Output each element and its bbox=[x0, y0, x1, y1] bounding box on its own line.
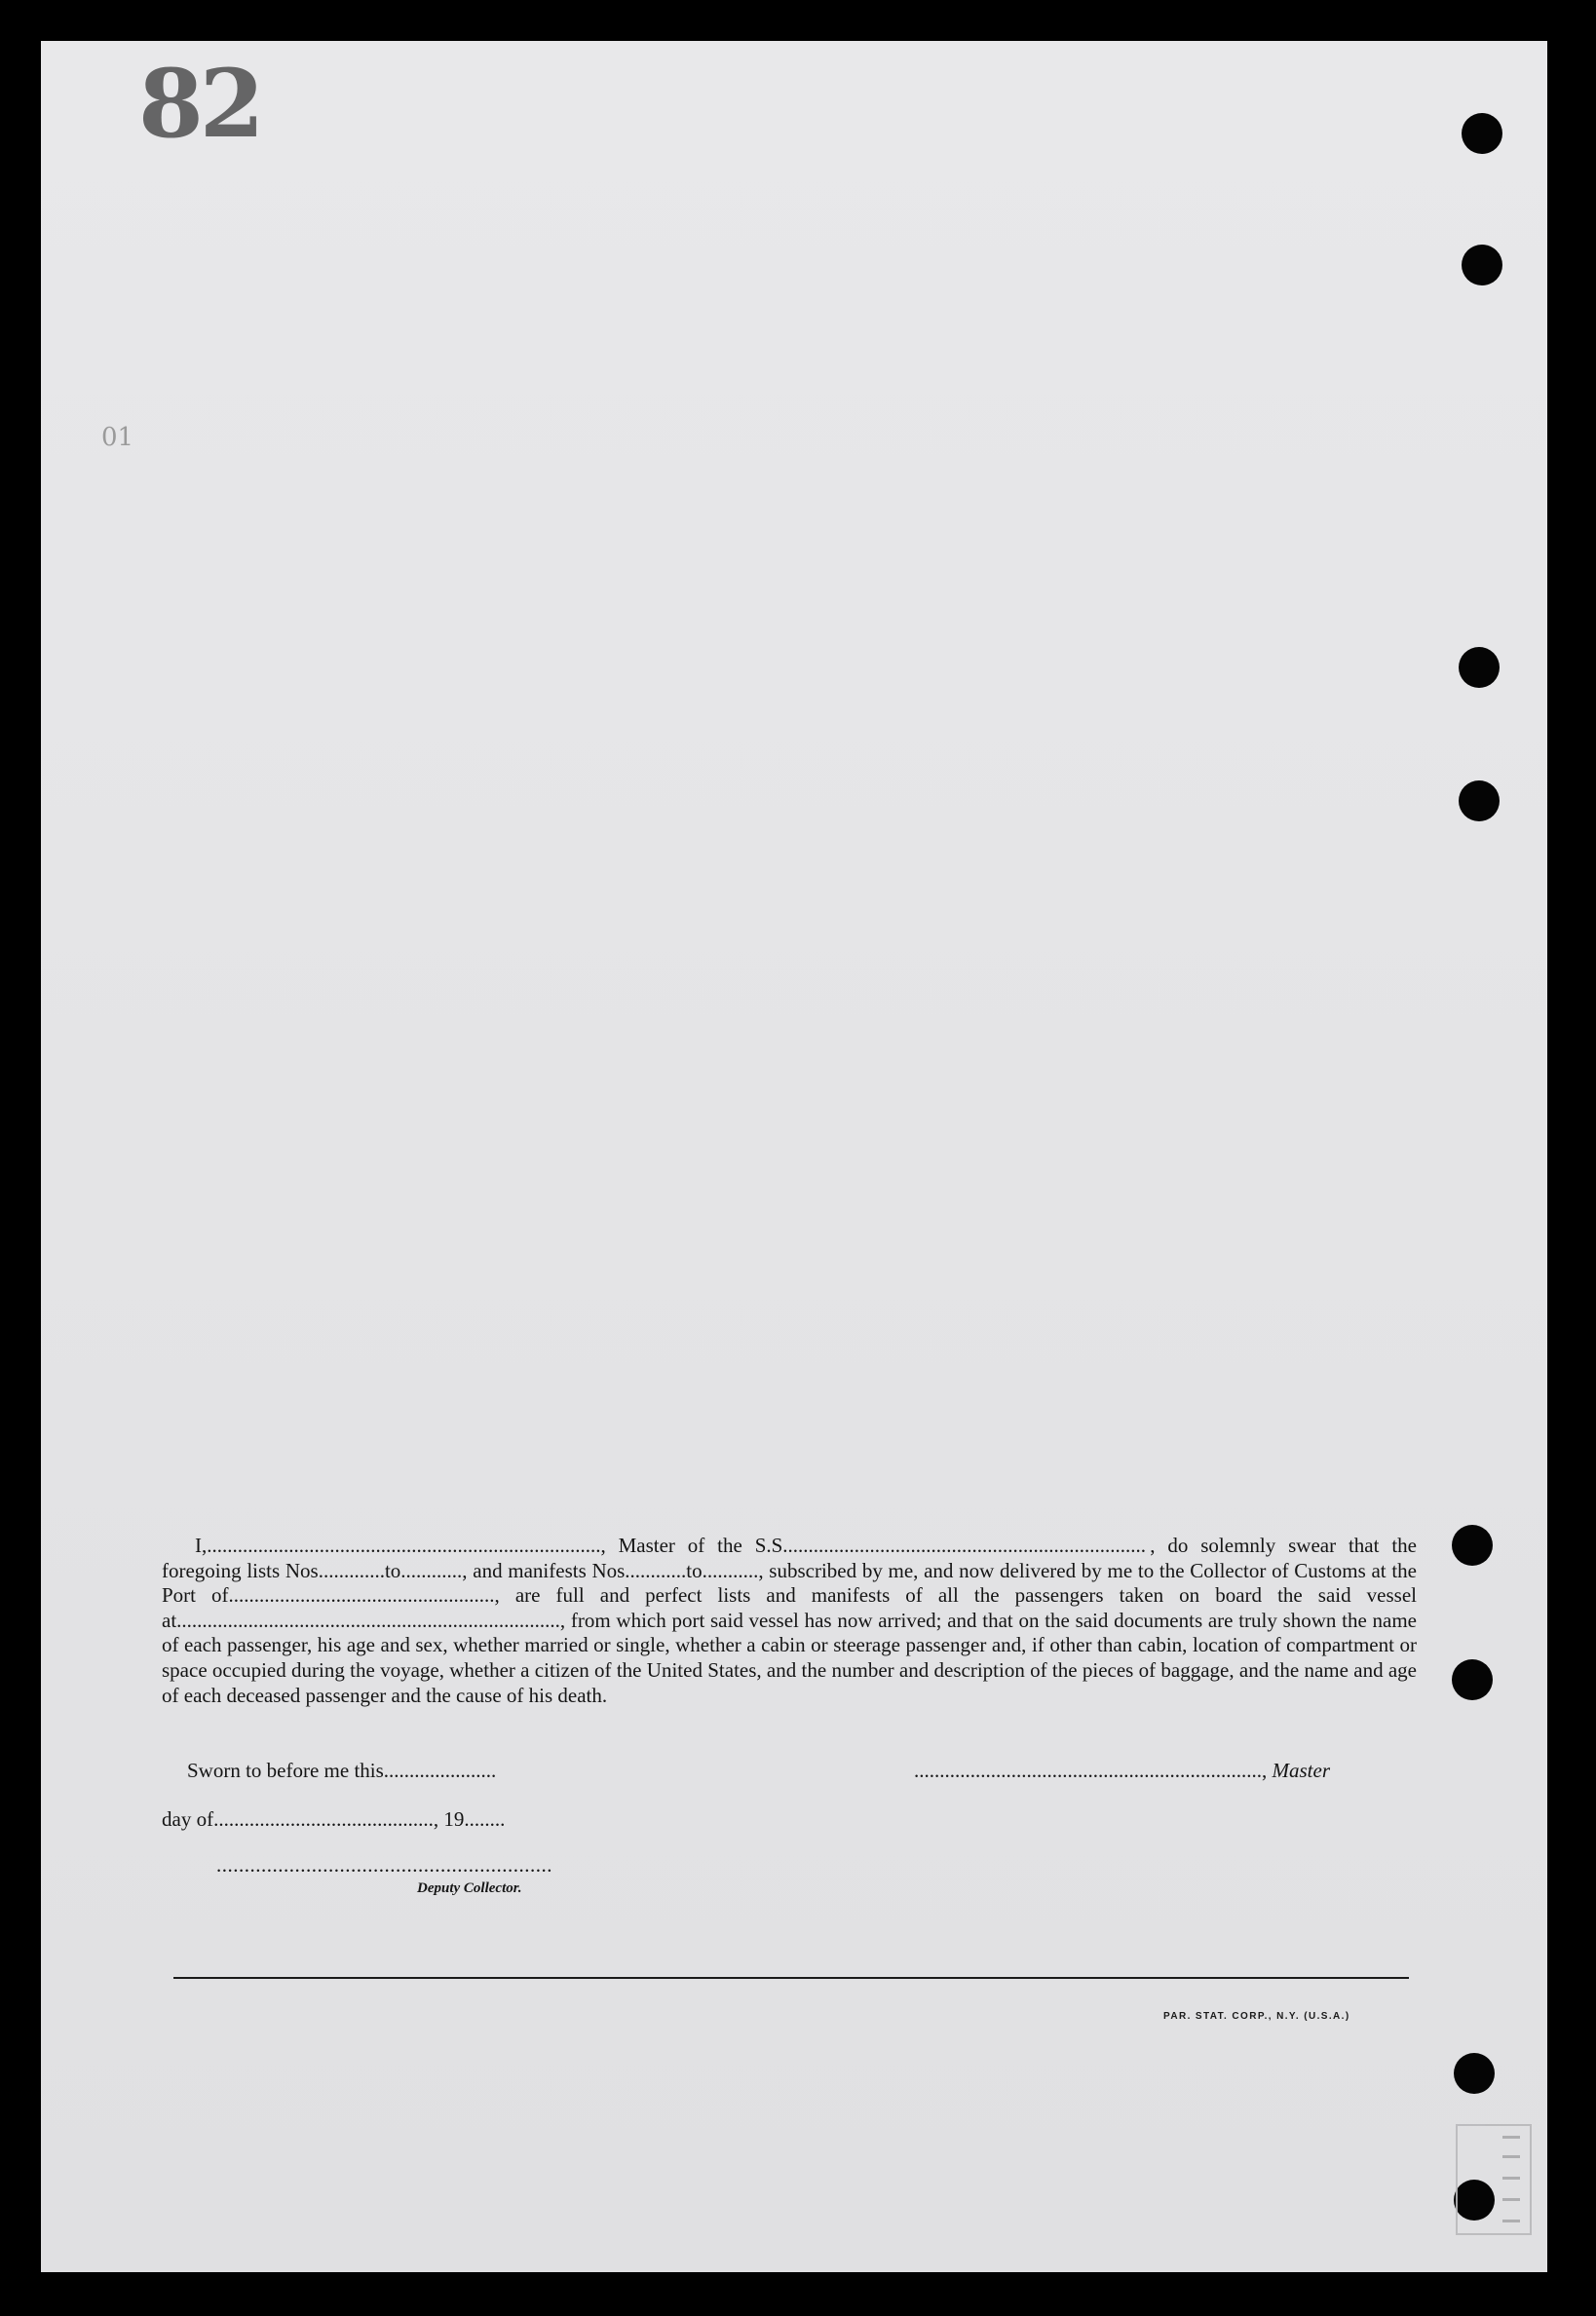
master-signature-dots: .................................................................... bbox=[914, 1759, 1262, 1782]
deputy-collector-label: Deputy Collector. bbox=[417, 1880, 522, 1896]
binder-hole bbox=[1462, 113, 1502, 154]
horizontal-rule bbox=[173, 1977, 1409, 1979]
binder-hole bbox=[1459, 647, 1500, 688]
master-oath-paragraph bbox=[162, 1534, 1417, 1708]
page-number-mark: 82 bbox=[138, 49, 261, 159]
printer-imprint: PAR. STAT. CORP., N.Y. (U.S.A.) bbox=[1163, 2011, 1350, 2022]
master-signature-line: ...................................................................., Master bbox=[914, 1759, 1330, 1782]
master-label: Master bbox=[1272, 1759, 1330, 1782]
day-of-line: day of..........................................., 19........ bbox=[162, 1807, 506, 1831]
binder-hole bbox=[1462, 245, 1502, 285]
faint-pencil-mark: 01 bbox=[101, 423, 134, 452]
binder-hole bbox=[1452, 1659, 1493, 1700]
binder-hole bbox=[1459, 780, 1500, 821]
binder-hole bbox=[1452, 1525, 1493, 1566]
deputy-collector-signature-dots: ............................................................ bbox=[216, 1853, 552, 1877]
oath-text: I,............................................................................., Master of the S.S....................................................................... , do solemnly swear that the foregoing lists Nos.............to............, and manifests Nos............to..........., subscribed by me, and now delivered by me to the Collector of Customs at the Port of...................................................., are full and perfect lists and manifests of all the passengers taken on board the said vessel at..........................................................................., from which port said vessel has now arrived; and that on the said documents are truly shown the name of each passenger, his age and sex, whether married or single, whether a cabin or steerage passenger and, if other than cabin, location of compartment or space occupied during the voyage, whether a citizen of the United States, and the number and description of the pieces of baggage, and the name and age of each deceased passenger and the cause of his death. bbox=[162, 1534, 1417, 1707]
faint-stamp-mark bbox=[1456, 2124, 1532, 2235]
document-page bbox=[41, 41, 1547, 2272]
sworn-before-line: Sworn to before me this...................... bbox=[187, 1759, 497, 1782]
binder-hole bbox=[1454, 2053, 1495, 2094]
